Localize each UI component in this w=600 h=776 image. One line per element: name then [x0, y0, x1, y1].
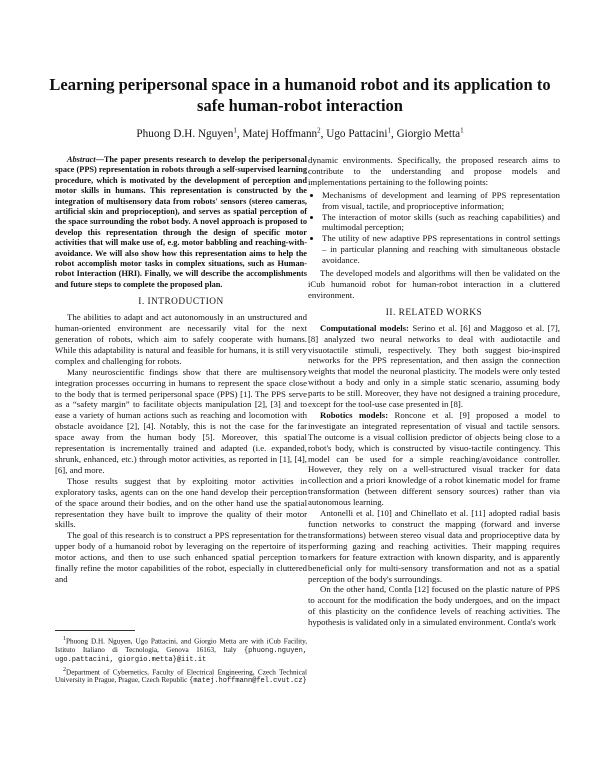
abstract: [55, 155, 307, 290]
footnote-1: $^1$Phuong D.H. Nguyen, Ugo Pattacini, and Giorgio Metta are with iCub Facility, Istituto Italiano di Tecnologia, Genova 16163, Italy {phuong.nguyen, ugo.pattacini, giorgio.metta}@iit.it: [55, 636, 307, 665]
list-item: • The utility of new adaptive PPS representations in control settings – in particular planning and reaching with simultaneous obstacle avoidance.: [322, 233, 560, 266]
footnote-2: $^2$Department of Cybernetics, Faculty of Electrical Engineering, Czech Technical University in Prague, Prague, Czech Republic {matej.hoffmann@fel.cvut.cz}: [55, 666, 307, 686]
intro-paragraph: The goal of this research is to construct a PPS representation for the upper body of a humanoid robot by leveraging on the repertoire of its motor actions, and then to use such enhanced spatial perception to finally refine the motor capabilities of the robot, especially in cluttered and: [55, 530, 307, 584]
intro-paragraph: The abilities to adapt and act autonomously in an unstructured and human-oriented environment are necessarily vital for the next generation of robots, which aim to safely cooperate with humans. While this adaptability is natural and feasible for humans, it is still very complex and challenging for robots.: [55, 312, 307, 366]
list-item: • Mechanisms of development and learning of PPS representation from visual, tactile, and proprioceptive information;: [322, 190, 560, 212]
intro-paragraph: Many neuroscientific findings show that there are multisensory integration processes occurring in humans to represent the space close to the body that is termed peripersonal space (PPS) [1]. The PPS serve as a “safety margin” to facilitate objects manipulation [2], [3] and to ease a variety of human actions such as reaching and locomotion with obstacle avoidance [2], [4]. Notably, this is not the case for the far space away from the human body [5]. Moreover, this spatial representation is incrementally trained and adapted (i.e. expanded, shrunk, enhanced, etc.) through motor activities, as reported in [1], [4], [6], and more.: [55, 366, 307, 475]
author: Matej Hoffmann$^2$,: [242, 126, 327, 140]
abstract-text: —The paper presents research to develop the peripersonal space (PPS) representation in robots through a self-supervised learning procedure, which is motivated by the development of perception and motor skills in humans. This representation is constructed by the integration of multisensory data from robots' sensors (stereo cameras, artificial skin and proprioception), and serves as spatial perception of the space surrounding the robot body. A novel approach is proposed to develop this representation through the design of specific motor activities that will make use of, e.g. motor babbling and reaching-with-avoidance. We will also show how this representation aims to help the robot accomplish motor tasks in complex situations, such as Human-robot Interaction (HRI). Finally, we will describe the accomplishments and future steps to complete the proposed plan.: [55, 155, 307, 289]
author: Ugo Pattacini$^1$,: [326, 126, 397, 140]
intro-paragraph: Those results suggest that by exploiting motor activities in exploratory tasks, agents can on the one hand develop their perception of the space around their bodies, and on the other hand use the spatial representation they have built to improve the quality of their motor skills.: [55, 475, 307, 530]
list-item: • The interaction of motor skills (such as reaching capabilities) and multimodal perception;: [322, 212, 560, 234]
author-list: [40, 126, 560, 140]
paper-title: Learning peripersonal space in a humanoid robot and its application to safe human-robot interaction: [49, 75, 551, 115]
abstract-label: Abstract: [67, 155, 96, 164]
footnote-2-email: {matej.hoffmann@fel.cvut.cz}: [189, 677, 307, 686]
body-paragraph: Antonelli et al. [10] and Chinellato et al. [11] adopted radial basis function networks to construct the mapping (forward and inverse transformations) between stereo visual data and proprioceptive data by performing gazing and reaching activities. Their mapping requires markers for feature extraction with known disparity, and is apparently beneficial only for multi-sensory transformation and not as a spatial perception of the body's surroundings.: [308, 508, 560, 584]
left-column: [55, 155, 307, 585]
footnotes: [55, 630, 307, 687]
body-paragraph: The developed models and algorithms will then be validated on the iCub humanoid robot for human-robot interaction in a cluttered environment.: [308, 268, 560, 300]
body-paragraph: On the other hand, Contla [12] focused on the plastic nature of PPS to account for the modification the body undergoes, and on the impact of this plasticity on the confidence levels of reaching activities. The hypothesis is validated only in a simulated environment. Contla's work: [308, 584, 560, 628]
goal-list: [308, 190, 560, 266]
footnote-1-emails: {phuong.nguyen, ugo.pattacini, giorgio.metta}@iit.it: [55, 646, 307, 665]
author: Phuong D.H. Nguyen$^1$,: [136, 126, 243, 140]
right-column: [308, 155, 560, 628]
author: Giorgio Metta$^1$: [396, 126, 464, 140]
robotics-models-paragraph: Robotics models: Roncone et al. [9] proposed a model to investigate an integrated representation of visual and tactile sensors. The outcome is a visual collision predictor of objects being close to a robot's body, which is constructed by visuo-tactile contingency. This model can be used for a simple reaching/avoidance controller. However, they rely on a well-structured visual tracker for data collection and a priori knowledge of a robot kinematic model for frame transformation (between different sensory sources) rather than via autonomous learning.: [308, 409, 560, 508]
section-heading-related-works: II. RELATED WORKS: [385, 307, 483, 318]
computational-models-paragraph: Computational models: Serino et al. [6] and Maggoso et al. [7], [8] analyzed two neural networks to deal with audiotactile and visuotactile stimuli, respectively. They both suggest bio-inspired networks for the PPS representation, and then assign the connection weights that model the neuronal plasticity. The models were only tested without a body and only in a simple static scenario, assuming body parts to be still. Moreover, they have not designed a training procedure, except for the tool-use case presented in [8].: [308, 322, 560, 410]
section-heading-introduction: I. INTRODUCTION: [138, 297, 224, 308]
footnote-rule: [55, 630, 135, 631]
body-paragraph: dynamic environments. Specifically, the proposed research aims to contribute to the understanding and propose models and implementations pertaining to the following points:: [308, 155, 560, 187]
